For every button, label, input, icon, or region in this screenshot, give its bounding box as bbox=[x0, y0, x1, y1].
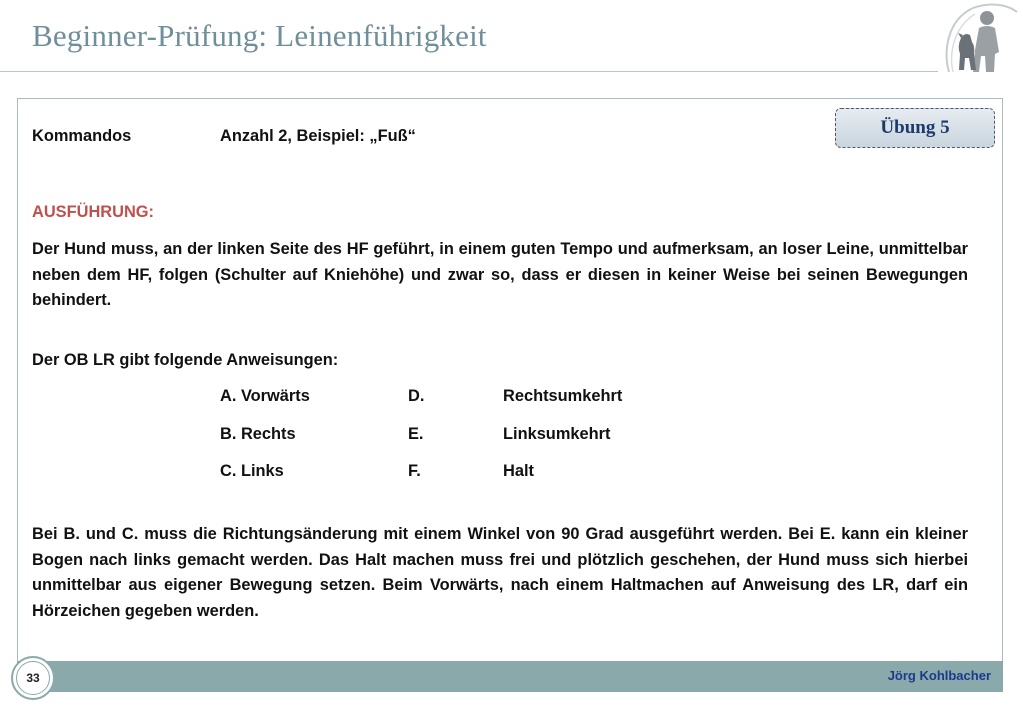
person-with-dog-logo-icon bbox=[941, 2, 1021, 74]
instruction-row bbox=[0, 425, 1023, 450]
exercise-badge: Übung 5 bbox=[835, 108, 995, 148]
page-number: 33 bbox=[16, 661, 50, 695]
execution-paragraph: Der Hund muss, an der linken Seite des HF geführt, in einem guten Tempo und aufmerksam, an loser Leine, unmittelbar neben dem HF, folgen (Schulter auf Kniehöhe) und zwar so, dass er diesen in keiner Weise bei seinen Bewegungen behindert. bbox=[32, 240, 968, 309]
instruction-right: Linksumkehrt bbox=[503, 425, 611, 443]
instruction-letter: F. bbox=[408, 462, 421, 480]
commands-value: Anzahl 2, Beispiel: „Fuß“ bbox=[220, 127, 416, 145]
commands-label: Kommandos bbox=[32, 127, 132, 145]
instruction-letter: D. bbox=[408, 387, 425, 405]
instruction-right: Halt bbox=[503, 462, 534, 480]
instruction-right: Rechtsumkehrt bbox=[503, 387, 623, 405]
page-title: Beginner-Prüfung: Leinenführigkeit bbox=[32, 18, 487, 53]
footer-bar bbox=[17, 661, 1003, 692]
instruction-letter: E. bbox=[408, 425, 424, 443]
instruction-row bbox=[0, 387, 1023, 412]
instruction-left: C. Links bbox=[220, 462, 284, 480]
author-name: Jörg Kohlbacher bbox=[887, 668, 991, 683]
instructions-intro: Der OB LR gibt folgende Anweisungen: bbox=[32, 351, 339, 369]
title-divider bbox=[0, 71, 938, 72]
instruction-left: A. Vorwärts bbox=[220, 387, 310, 405]
instruction-left: B. Rechts bbox=[220, 425, 296, 443]
closing-paragraph: Bei B. und C. muss die Richtungsänderung mit einem Winkel von 90 Grad ausgeführt werden. Bei E. kann ein kleiner Bogen nach links gemacht werden. Das Halt machen muss frei und plötzlich geschehen, der Hund muss sich hierbei unmittelbar aus eigener Bewegung setzen. Beim Vorwärts, nach einem Haltmachen auf Anweisung des LR, darf ein Hörzeichen gegeben werden. bbox=[32, 525, 968, 620]
instruction-row bbox=[0, 462, 1023, 487]
page-number-badge bbox=[11, 656, 55, 700]
execution-heading: AUSFÜHRUNG: bbox=[32, 203, 155, 221]
